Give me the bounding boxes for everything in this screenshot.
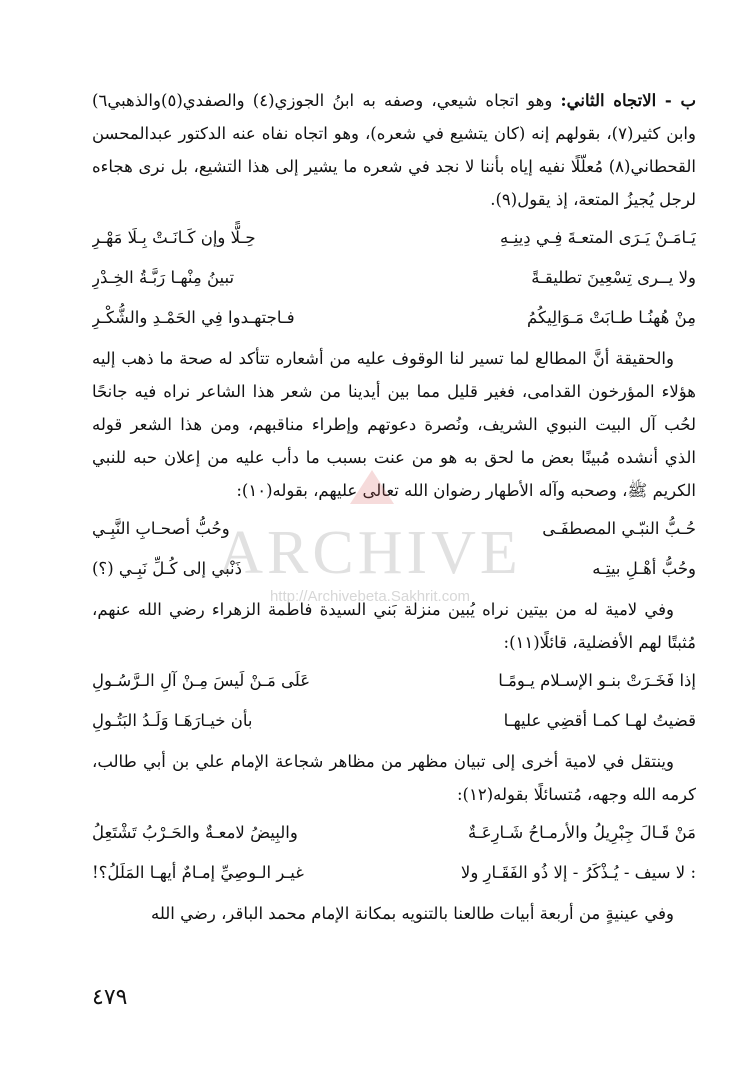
- verse-hemistich: مِنْ هُهنُـا طـابَتْ مَـوَالِيكُمُ: [527, 308, 696, 327]
- paragraph-2: والحقيقة أنَّ المطالع لما تسير لنا الوقوف عليه من أشعاره تتأكد له صحة ما ذهب إليه هؤلاء المؤرخون القدامى، فغير قليل مما بين أيدينا من شعر هذا الشاعر نراه فيه جانحًا لحُب آل البيت النبوي الشريف، ونُصرة دعوتهم وإطراء مناقبهم، ومن هذا الشعر قوله الذي أنشده مُبينًا بعض ما لحق به هو من عنت بسبب ما دأب عليه من إعلان حبه للنبي الكريم ﷺ، وصحبه وآله الأطهار رضوان الله تعالى عليهم، بقوله(١٠):: [92, 349, 696, 500]
- verse-row: [92, 298, 696, 338]
- verse-hemistich: ولا يــرى تِسْعِينَ تطليقـةً: [531, 268, 696, 287]
- page-number: ٤٧٩: [92, 985, 128, 1010]
- verse-hemistich: بأن خيـارَهَـا وَلَـدُ البَتُـولِ: [92, 711, 253, 730]
- verse-hemistich: إذا فَخَـرَتْ بنـو الإسـلام يـومًـا: [498, 671, 696, 690]
- verse-hemistich: وحُبُّ أصحـابِ النَّبِـي: [92, 519, 230, 538]
- verse-row: [92, 661, 696, 701]
- verse-block-2: [92, 509, 696, 589]
- verse-row: [92, 853, 696, 893]
- verse-hemistich: قضيتُ لهـا كمـا أقضِي عليهـا: [503, 711, 696, 730]
- verse-block-1: [92, 218, 696, 338]
- verse-hemistich: والبِيضُ لامعـةٌ والحَـرْبُ تَشْتَعِلُ: [92, 823, 298, 842]
- verse-hemistich: عَلَى مَـنْ لَيسَ مِـنْ آلِ الـرَّسُـولِ: [92, 671, 311, 690]
- paragraph-3: وفي لامية له من بيتين نراه يُبين منزلة بَني السيدة فاطمة الزهراء رضي الله عنهم، مُثبتًا لهم الأفضلية، قائلًا(١١):: [92, 600, 696, 652]
- verse-hemistich: غيـر الـوصِيِّ إمـامٌ أيهـا المَلَلُ؟!: [92, 863, 304, 882]
- verse-hemistich: حُـبُّ النبّـي المصطفَـى: [542, 519, 696, 538]
- verse-row: [92, 701, 696, 741]
- paragraph-1-text: وهو اتجاه شيعي، وصفه به ابنُ الجوزي(٤) والصفدي(٥)والذهبي٦) وابن كثير(٧)، بقولهم إنه (كان يتشيع في شعره)، وهو اتجاه نفاه عنه الدكتور عبدالمحسن القحطاني(٨) مُعلّلًا نفيه إياه بأننا لا نجد في شعره ما يشير إلى هذا التشيع، بل نرى هجاءه لرجل يُجيزُ المتعة، إذ يقول(٩).: [92, 91, 696, 209]
- paragraph-1: [92, 84, 696, 216]
- verse-row: [92, 813, 696, 853]
- verse-block-3: [92, 661, 696, 741]
- verse-hemistich: فـاجتهـدوا فِي الحَمْـدِ والشُّكْـرِ: [92, 308, 295, 327]
- verse-hemistich: : لا سيف - يُـذْكَرُ - إلا ذُو الفَقَـارِ ولا: [460, 863, 696, 882]
- verse-row: [92, 218, 696, 258]
- paragraph-4: وينتقل في لامية أخرى إلى تبيان مظهر من مظاهر شجاعة الإمام علي بن أبي طالب، كرمه الله وجهه، مُتسائلًا بقوله(١٢):: [92, 752, 696, 804]
- verse-hemistich: وحُبُّ أهْـلِ بيتِـه: [592, 559, 696, 578]
- verse-hemistich: تبينُ مِنْهـا رَبَّـةُ الخِـدْرِ: [92, 268, 235, 287]
- paragraph-5: وفي عينيةٍ من أربعة أبيات طالعنا بالتنويه بمكانة الإمام محمد الباقر، رضي الله: [150, 904, 674, 923]
- section-heading: ب - الاتجاه الثاني:: [560, 91, 697, 110]
- verse-hemistich: ذَنْبي إلى كُـلِّ نَبِـي (؟): [92, 559, 242, 578]
- verse-hemistich: مَنْ قَـالَ جِبْرِيلُ والأرمـاحُ شَـارِعَـةٌ: [468, 823, 696, 842]
- watermark-title: ARCHIVE: [218, 519, 522, 587]
- verse-row: [92, 258, 696, 298]
- verse-hemistich: حِـلًّا وإن كَـانَـتْ بِـلَا مَهْـرِ: [92, 228, 256, 247]
- page-body: [92, 84, 696, 930]
- verse-row: [92, 509, 696, 549]
- verse-row: [92, 549, 696, 589]
- verse-hemistich: يَـامَـنْ يَـرَى المتعـةَ فِـي دِينِـهِ: [500, 228, 696, 247]
- verse-block-4: [92, 813, 696, 893]
- watermark-url: http://Archivebeta.Sakhrit.com: [269, 588, 471, 605]
